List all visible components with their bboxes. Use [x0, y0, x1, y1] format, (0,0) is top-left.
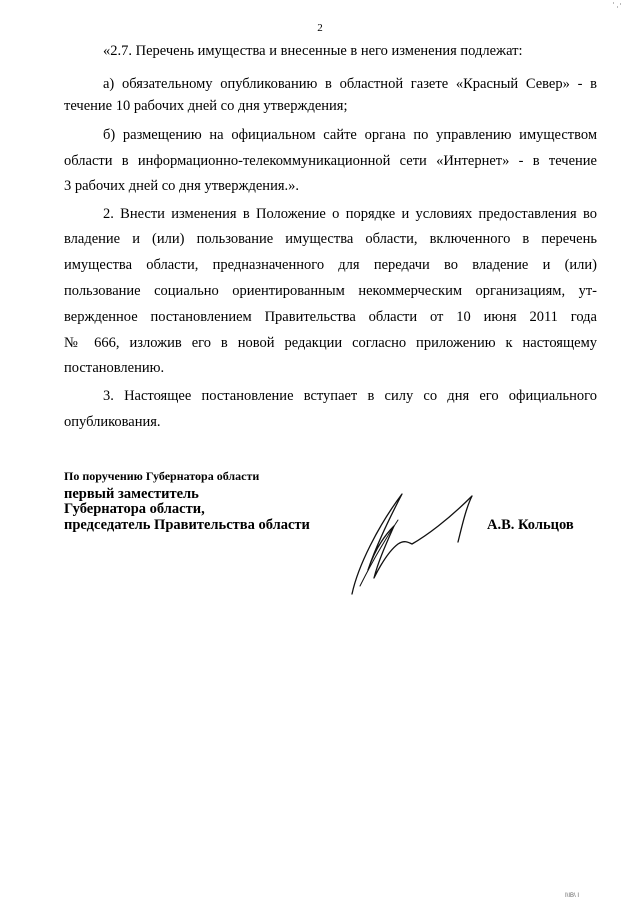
handwritten-signature: [338, 486, 488, 598]
paragraph-b-line-3: 3 рабочих дней со дня утверждения.».: [64, 178, 299, 194]
paragraph-2-line-7: постановлению.: [64, 360, 165, 376]
paragraph-2-line-5: вержденное постановлением Правительства области от 10 июня 2011 года: [64, 309, 597, 325]
paragraph-2-line-2: владение и (или) пользование имущества области, включенного в перечень: [64, 231, 597, 247]
signatory-title-line-3: председатель Правительства области: [64, 517, 310, 533]
signatory-title-line-2: Губернатора области,: [64, 501, 205, 517]
paragraph-b-line-2: области в информационно-телекоммуникационной сети «Интернет» - в течение: [64, 153, 597, 169]
signatory-title-line-1: первый заместитель: [64, 486, 199, 502]
paragraph-3-line-1: 3. Настоящее постановление вступает в силу со дня его официального: [103, 388, 597, 404]
paragraph-a-line-2: течение 10 рабочих дней со дня утверждения;: [64, 98, 348, 114]
signature-mandate: По поручению Губернатора области: [64, 469, 260, 483]
page-number: 2: [317, 22, 323, 34]
paragraph-2-line-3: имущества области, предназначенного для передачи во владение и (или): [64, 257, 597, 273]
footer-scan-mark: I\IB\ I: [565, 893, 580, 899]
paragraph-a-line-1: а) обязательному опубликованию в областной газете «Красный Север» - в: [103, 76, 597, 92]
paragraph-2-line-6: № 666, изложив его в новой редакции согласно приложению к настоящему: [64, 335, 597, 351]
paragraph-2-line-1: 2. Внести изменения в Положение о порядке и условиях предоставления во: [103, 206, 597, 222]
paragraph-b-line-1: б) размещению на официальном сайте органа по управлению имуществом: [103, 127, 597, 143]
paragraph-list-intro: «2.7. Перечень имущества и внесенные в него изменения подлежат:: [103, 43, 523, 59]
signatory-name: А.В. Кольцов: [487, 517, 574, 533]
paragraph-3-line-2: опубликования.: [64, 414, 161, 430]
paragraph-2-line-4: пользование социально ориентированным некоммерческим организациям, ут-: [64, 283, 597, 299]
corner-mark-icon: [612, 2, 622, 8]
